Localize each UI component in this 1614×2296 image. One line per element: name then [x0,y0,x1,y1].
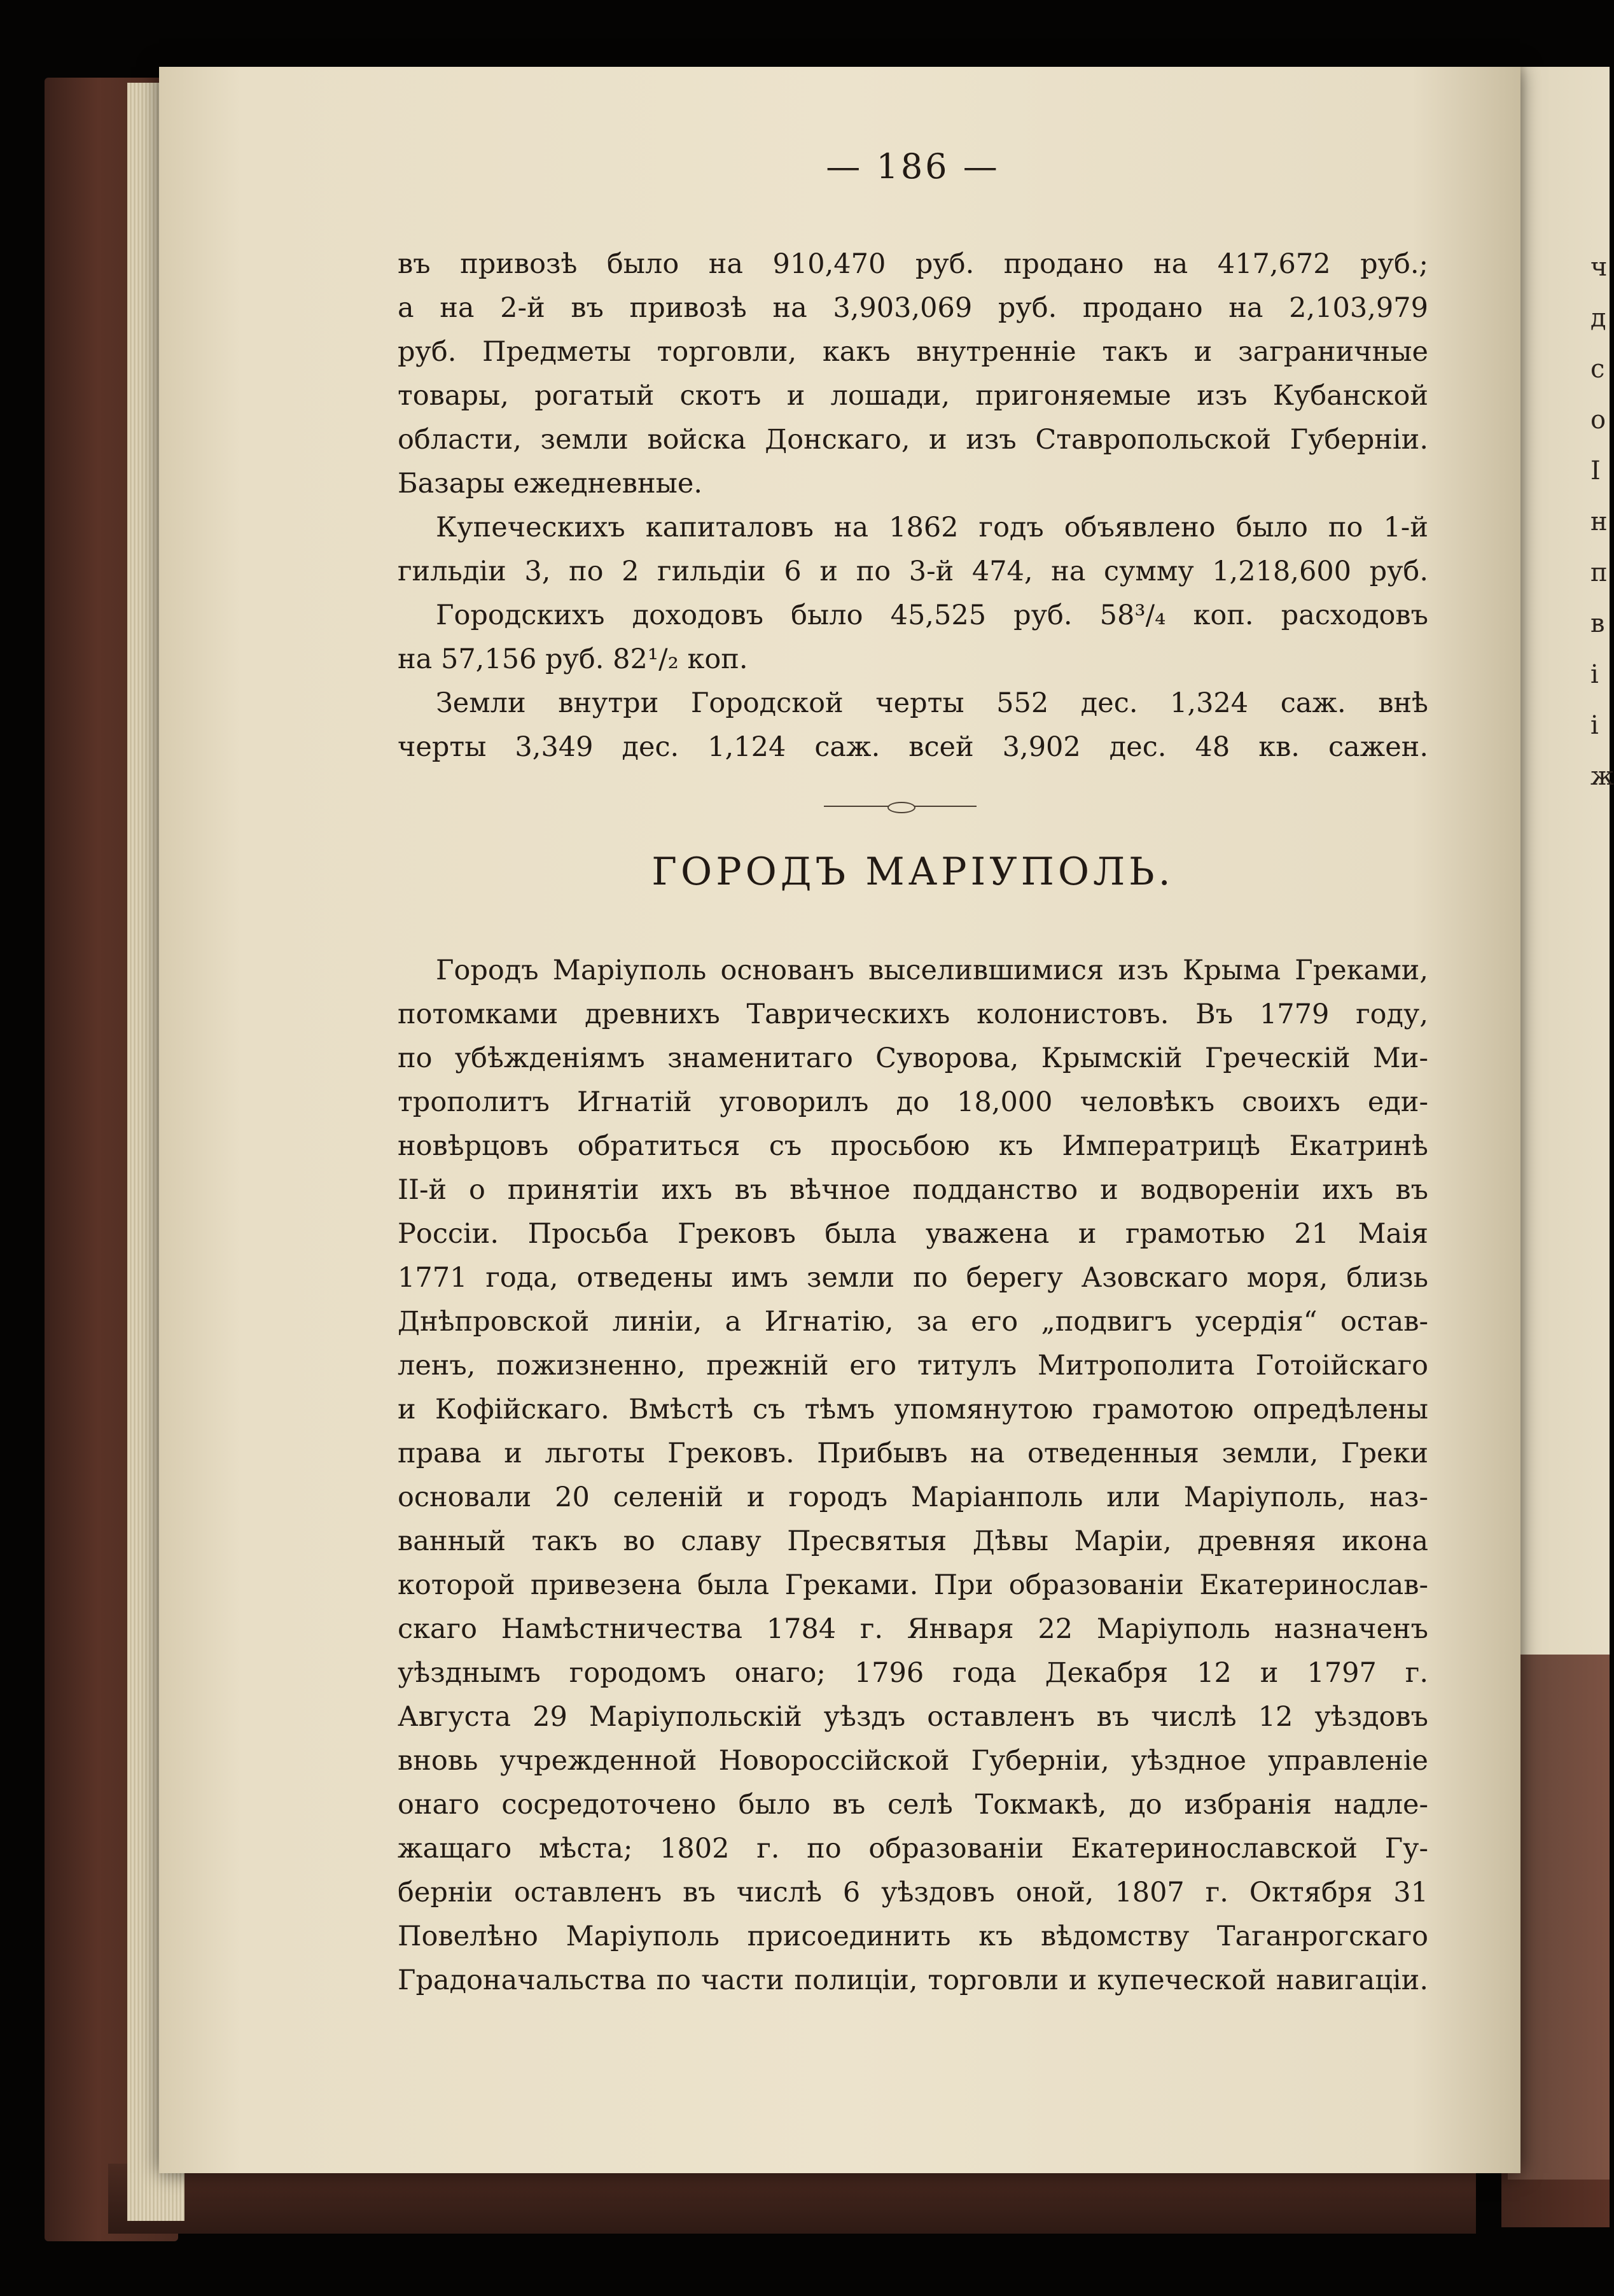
text-line: Городъ Маріуполь основанъ выселившимися изъ Крыма Греками, [436,955,1428,986]
text-line: Россіи. Просьба Грековъ была уважена и грамотью 21 Маія [398,1218,1428,1250]
section-divider [824,802,977,811]
text-line: Купеческихъ капиталовъ на 1862 годъ объявлено было по 1-й [436,512,1428,543]
text-line: основали 20 селеній и городъ Маріанполь или Маріуполь, наз- [398,1481,1428,1513]
text-line: 1771 года, отведены имъ земли по берегу Азовскаго моря, близь [398,1262,1428,1294]
text-line: на 57,156 руб. 82¹/₂ коп. [398,643,748,675]
text-line: трополитъ Игнатій уговорилъ до 18,000 человѣкъ своихъ еди- [398,1086,1428,1118]
text-line: черты 3,349 дес. 1,124 саж. всей 3,902 дес. 48 кв. сажен. [398,731,1428,763]
text-line: которой привезена была Греками. При образованіи Екатеринослав- [398,1569,1428,1601]
facing-page-letter: п [1590,558,1608,587]
text-line: области, земли войска Донскаго, и изъ Ставропольской Губерніи. [398,424,1428,456]
page-number: — 186 — [826,146,1000,186]
facing-page-letter: с [1590,354,1605,384]
text-line: уѣзднымъ городомъ онаго; 1796 года Декабря 12 и 1797 г. [398,1657,1428,1689]
text-line: и Кофійскаго. Вмѣстѣ съ тѣмъ упомянутою грамотою опредѣлены [398,1394,1428,1425]
text-line: въ привозѣ было на 910,470 руб. продано на 417,672 руб.; [398,248,1428,280]
text-line: ленъ, пожизненно, прежній его титулъ Митрополита Готоійскаго [398,1350,1428,1382]
text-line: Днѣпровской линіи, а Игнатію, за его „подвигъ усердія“ остав- [398,1306,1428,1338]
text-line: жащаго мѣста; 1802 г. по образованіи Екатеринославской Гу- [398,1833,1428,1865]
facing-page-letter: ч [1590,253,1608,282]
text-line: Повелѣно Маріуполь присоединить къ вѣдомству Таганрогскаго [398,1921,1428,1952]
text-line: товары, рогатый скотъ и лошади, пригоняемые изъ Кубанской [398,380,1428,412]
text-line: потомками древнихъ Таврическихъ колонистовъ. Въ 1779 году, [398,998,1428,1030]
facing-page-letter: д [1590,304,1606,333]
text-line: берніи оставленъ въ числѣ 6 уѣздовъ оной, 1807 г. Октября 31 [398,1877,1428,1908]
text-line: новѣрцовъ обратиться съ просьбою къ Императрицѣ Екатринѣ [398,1130,1428,1162]
text-line: Градоначальства по части полиціи, торговли и купеческой навигаціи. [398,1964,1428,1996]
text-line: Базары ежедневные. [398,468,702,500]
facing-page-letter: ж [1590,762,1614,791]
facing-page-letter: і [1590,660,1599,689]
facing-page-letter: о [1590,405,1606,435]
text-line: а на 2-й въ привозѣ на 3,903,069 руб. продано на 2,103,979 [398,292,1428,324]
text-line: гильдіи 3, по 2 гильдіи 6 и по 3-й 474, на сумму 1,218,600 руб. [398,556,1428,587]
facing-page-letter: н [1590,507,1608,536]
facing-page-letter: І [1590,456,1601,486]
text-line: руб. Предметы торговли, какъ внутренніе такъ и заграничные [398,336,1428,368]
facing-page-letters [1590,242,1614,802]
text-line: права и льготы Грековъ. Прибывъ на отведенныя земли, Греки [398,1438,1428,1469]
text-line: Августа 29 Маріупольскій уѣздъ оставленъ въ числѣ 12 уѣздовъ [398,1701,1428,1733]
text-line: по убѣжденіямъ знаменитаго Суворова, Крымскій Греческій Ми- [398,1042,1428,1074]
text-line: вновь учрежденной Новороссійской Губерніи, уѣздное управленіе [398,1745,1428,1777]
section-heading: ГОРОДЪ МАРІУПОЛЬ. [651,850,1174,894]
text-line: II-й о принятіи ихъ въ вѣчное подданство и водвореніи ихъ въ [398,1174,1428,1206]
text-line: Земли внутри Городской черты 552 дес. 1,324 саж. внѣ [436,687,1428,719]
text-line: ванный такъ во славу Пресвятыя Дѣвы Маріи, древняя икона [398,1525,1428,1557]
facing-page-letter: і [1590,711,1599,740]
text-line: Городскихъ доходовъ было 45,525 руб. 58³/₄ коп. расходовъ [436,599,1428,631]
text-line: онаго сосредоточено было въ селѣ Токмакѣ, до избранія надле- [398,1789,1428,1821]
facing-page-letter: в [1590,609,1605,638]
text-line: скаго Намѣстничества 1784 г. Января 22 Маріуполь назначенъ [398,1613,1428,1645]
book-cover-bottom [108,2164,1476,2234]
